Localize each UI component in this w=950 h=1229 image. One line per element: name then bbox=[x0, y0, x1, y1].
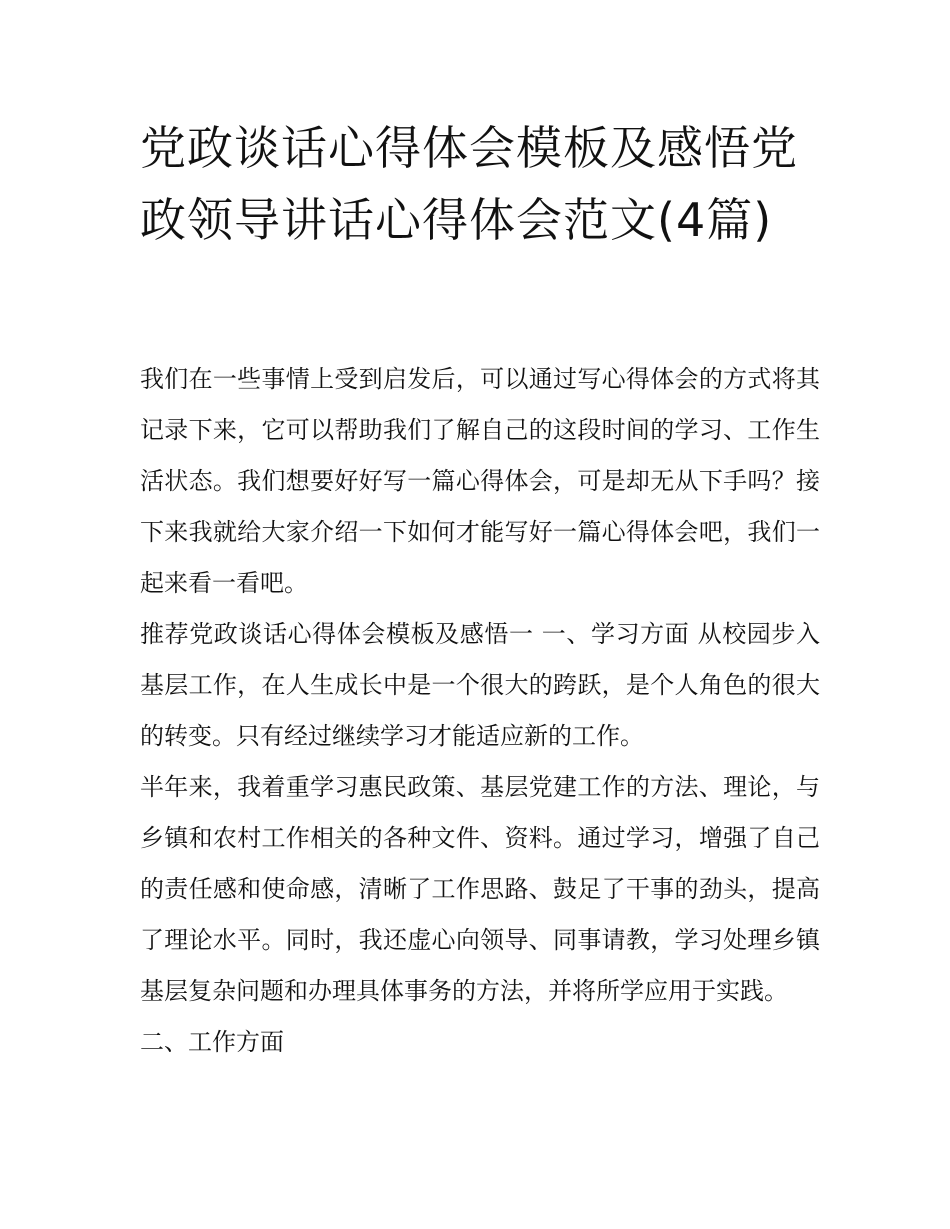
document-body bbox=[140, 354, 820, 1068]
paragraph-study: 推荐党政谈话心得体会模板及感悟一 一、学习方面 从校园步入基层工作，在人生成长中是一个很大的跨跃，是个人角色的很大的转变。只有经过继续学习才能适应新的工作。 bbox=[140, 620, 820, 750]
section-heading-work: 二、工作方面 bbox=[140, 1028, 284, 1056]
document-title: 党政谈话心得体会模板及感悟党政领导讲话心得体会范文(4篇) bbox=[140, 121, 798, 247]
paragraph-half-year: 半年来，我着重学习惠民政策、基层党建工作的方法、理论，与乡镇和农村工作相关的各种文件、资料。通过学习，增强了自己的责任感和使命感，清晰了工作思路、鼓足了干事的劲头，提高了理论水平。同时，我还虚心向领导、同事请教，学习处理乡镇基层复杂问题和办理具体事务的方法，并将所学应用于实践。 bbox=[140, 773, 820, 1005]
paragraph-intro: 我们在一些事情上受到启发后，可以通过写心得体会的方式将其记录下来，它可以帮助我们了解自己的这段时间的学习、工作生活状态。我们想要好好写一篇心得体会，可是却无从下手吗？接下来我就给大家介绍一下如何才能写好一篇心得体会吧，我们一起来看一看吧。 bbox=[140, 365, 820, 597]
